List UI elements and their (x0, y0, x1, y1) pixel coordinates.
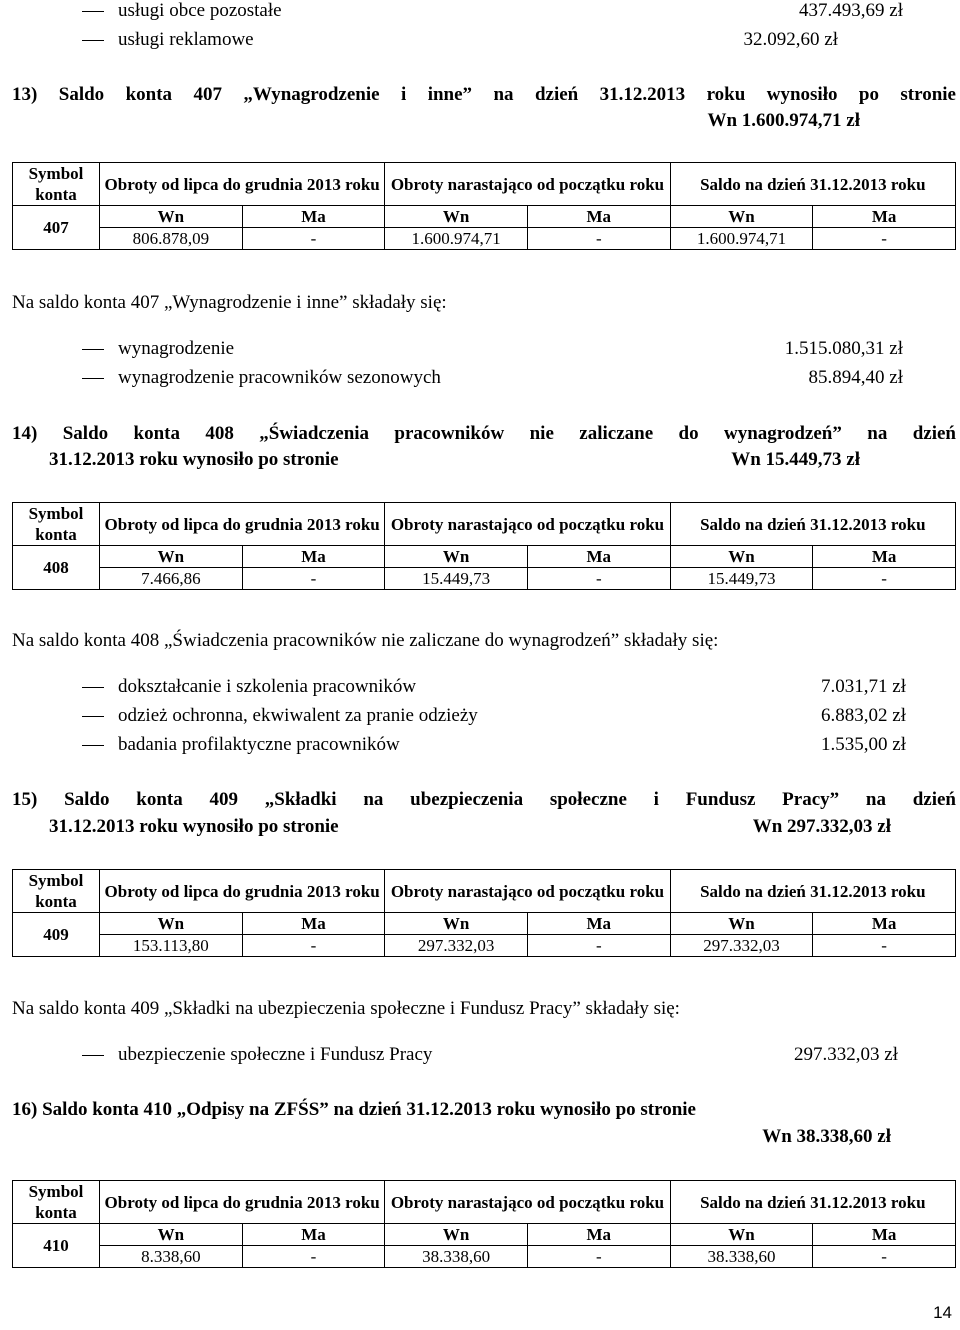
ma-header: Ma (242, 1224, 385, 1246)
table-cell: 297.332,03 (385, 935, 528, 957)
cumulative-header: Obroty narastająco od początku roku (385, 503, 670, 546)
balance-table-409 (12, 869, 956, 957)
wn-header: Wn (670, 913, 813, 935)
wn-header: Wn (670, 546, 813, 568)
table-cell: - (527, 935, 670, 957)
symbol-header: Symbol konta (13, 1181, 100, 1224)
section-13-breakdown-title: Na saldo konta 407 „Wynagrodzenie i inne” składały się: (12, 292, 447, 313)
ma-header: Ma (242, 913, 385, 935)
balance-header: Saldo na dzień 31.12.2013 roku (670, 503, 955, 546)
list-item-label: ubezpieczenie społeczne i Fundusz Pracy (118, 1044, 433, 1065)
cumulative-header: Obroty narastająco od początku roku (385, 870, 670, 913)
table-cell: 15.449,73 (670, 568, 813, 590)
table-cell: - (527, 568, 670, 590)
account-symbol: 409 (13, 913, 100, 957)
table-cell: 1.600.974,71 (670, 228, 813, 250)
turnover-header: Obroty od lipca do grudnia 2013 roku (100, 1181, 385, 1224)
section-14-heading-line2: 31.12.2013 roku wynosiło po stronie (49, 449, 339, 470)
list-item-label: badania profilaktyczne pracowników (118, 734, 400, 755)
list-item-amount: 437.493,69 zł (799, 0, 903, 21)
list-item-label: dokształcanie i szkolenia pracowników (118, 676, 417, 697)
list-item-label: usługi reklamowe (118, 29, 254, 50)
cumulative-header: Obroty narastająco od początku roku (385, 163, 670, 206)
section-15-balance: Wn 297.332,03 zł (752, 816, 891, 837)
wn-header: Wn (670, 1224, 813, 1246)
turnover-header: Obroty od lipca do grudnia 2013 roku (100, 503, 385, 546)
list-dash (82, 745, 104, 746)
wn-header: Wn (385, 1224, 528, 1246)
section-14-balance: Wn 15.449,73 zł (731, 449, 860, 470)
table-cell: 38.338,60 (670, 1246, 813, 1268)
balance-table-408 (12, 502, 956, 590)
ma-header: Ma (813, 206, 956, 228)
ma-header: Ma (813, 913, 956, 935)
wn-header: Wn (100, 546, 243, 568)
list-dash (82, 716, 104, 717)
list-item-label: wynagrodzenie (118, 338, 235, 359)
section-13-balance: Wn 1.600.974,71 zł (707, 110, 860, 131)
list-dash (82, 687, 104, 688)
section-16-balance: Wn 38.338,60 zł (762, 1126, 891, 1147)
balance-table-407 (12, 162, 956, 250)
table-cell: - (527, 228, 670, 250)
ma-header: Ma (527, 913, 670, 935)
ma-header: Ma (813, 546, 956, 568)
balance-table-410 (12, 1180, 956, 1268)
table-cell: - (813, 568, 956, 590)
ma-header: Ma (527, 1224, 670, 1246)
section-15-heading: 15) Saldo konta 409 „Składki na ubezpieczenia społeczne i Fundusz Pracy” na dzień (12, 789, 956, 810)
table-cell: - (242, 228, 385, 250)
list-item-label: wynagrodzenie pracowników sezonowych (118, 367, 441, 388)
wn-header: Wn (100, 913, 243, 935)
table-cell: 806.878,09 (100, 228, 243, 250)
list-dash (82, 11, 104, 12)
table-cell: - (813, 1246, 956, 1268)
ma-header: Ma (242, 206, 385, 228)
list-item-amount: 85.894,40 zł (808, 367, 903, 388)
list-dash (82, 40, 104, 41)
account-symbol: 408 (13, 546, 100, 590)
wn-header: Wn (100, 206, 243, 228)
table-cell: - (813, 228, 956, 250)
table-cell: 15.449,73 (385, 568, 528, 590)
section-14-heading: 14) Saldo konta 408 „Świadczenia pracowników nie zaliczane do wynagrodzeń” na dzień (12, 423, 956, 444)
list-item-amount: 1.515.080,31 zł (784, 338, 903, 359)
table-cell: - (813, 935, 956, 957)
cumulative-header: Obroty narastająco od początku roku (385, 1181, 670, 1224)
balance-header: Saldo na dzień 31.12.2013 roku (670, 870, 955, 913)
turnover-header: Obroty od lipca do grudnia 2013 roku (100, 870, 385, 913)
table-cell: - (527, 1246, 670, 1268)
table-cell: 1.600.974,71 (385, 228, 528, 250)
wn-header: Wn (385, 206, 528, 228)
list-item-amount: 1.535,00 zł (821, 734, 906, 755)
wn-header: Wn (100, 1224, 243, 1246)
list-item-amount: 6.883,02 zł (821, 705, 906, 726)
table-cell: 297.332,03 (670, 935, 813, 957)
table-cell: - (242, 935, 385, 957)
balance-header: Saldo na dzień 31.12.2013 roku (670, 1181, 955, 1224)
table-cell: - (242, 568, 385, 590)
table-cell: 8.338,60 (100, 1246, 243, 1268)
section-15-breakdown-title: Na saldo konta 409 „Składki na ubezpieczenia społeczne i Fundusz Pracy” składały się: (12, 998, 680, 1019)
wn-header: Wn (385, 913, 528, 935)
list-item-label: usługi obce pozostałe (118, 0, 282, 21)
account-symbol: 410 (13, 1224, 100, 1268)
section-14-breakdown-title: Na saldo konta 408 „Świadczenia pracowników nie zaliczane do wynagrodzeń” składały się: (12, 630, 719, 651)
table-cell: 7.466,86 (100, 568, 243, 590)
list-item-label: odzież ochronna, ekwiwalent za pranie odzieży (118, 705, 478, 726)
symbol-header: Symbol konta (13, 870, 100, 913)
list-dash (82, 1055, 104, 1056)
ma-header: Ma (242, 546, 385, 568)
account-symbol: 407 (13, 206, 100, 250)
table-cell: - (242, 1246, 385, 1268)
wn-header: Wn (385, 546, 528, 568)
ma-header: Ma (527, 206, 670, 228)
list-item-amount: 7.031,71 zł (821, 676, 906, 697)
symbol-header: Symbol konta (13, 503, 100, 546)
ma-header: Ma (813, 1224, 956, 1246)
list-dash (82, 378, 104, 379)
table-cell: 38.338,60 (385, 1246, 528, 1268)
list-item-amount: 32.092,60 zł (743, 29, 838, 50)
page-number: 14 (933, 1303, 952, 1322)
list-dash (82, 349, 104, 350)
balance-header: Saldo na dzień 31.12.2013 roku (670, 163, 955, 206)
table-cell: 153.113,80 (100, 935, 243, 957)
section-15-heading-line2: 31.12.2013 roku wynosiło po stronie (49, 816, 339, 837)
symbol-header: Symbol konta (13, 163, 100, 206)
section-16-heading: 16) Saldo konta 410 „Odpisy na ZFŚS” na dzień 31.12.2013 roku wynosiło po stronie (12, 1099, 696, 1120)
section-13-heading: 13) Saldo konta 407 „Wynagrodzenie i inne” na dzień 31.12.2013 roku wynosiło po stronie (12, 84, 956, 105)
list-item-amount: 297.332,03 zł (794, 1044, 898, 1065)
ma-header: Ma (527, 546, 670, 568)
wn-header: Wn (670, 206, 813, 228)
turnover-header: Obroty od lipca do grudnia 2013 roku (100, 163, 385, 206)
